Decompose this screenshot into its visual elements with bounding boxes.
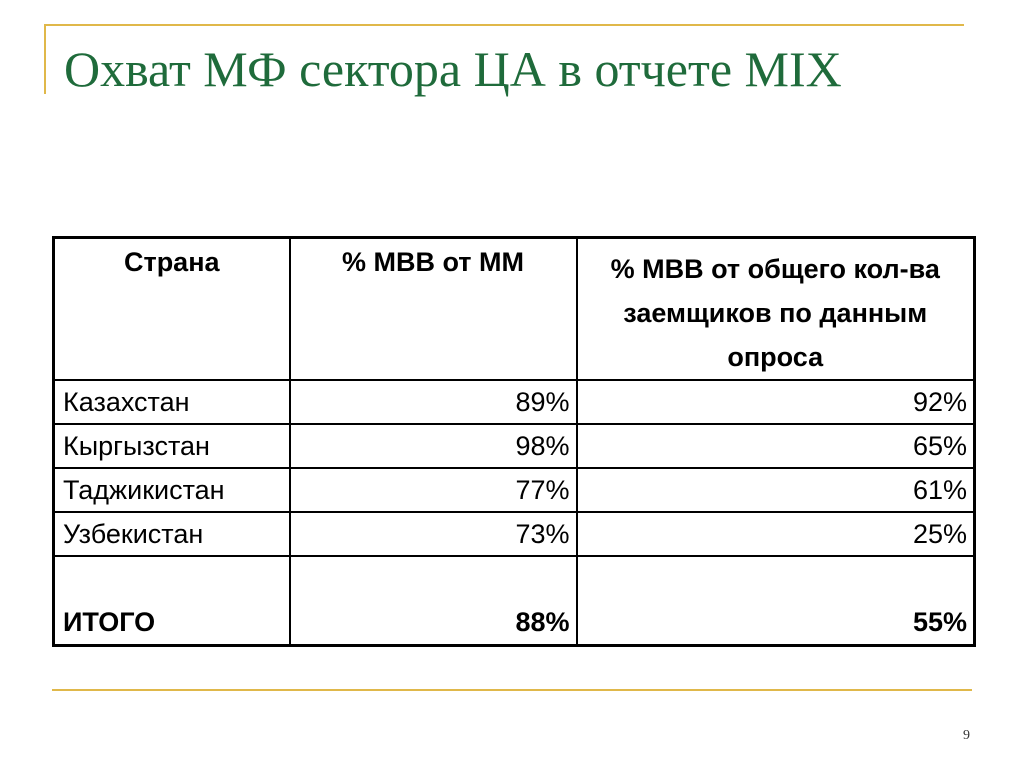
- footer-rule: [52, 689, 972, 691]
- coverage-table: [52, 236, 976, 647]
- table-row: [54, 380, 975, 424]
- cell-pct-survey: 25%: [577, 512, 975, 556]
- header-country: Страна: [54, 238, 290, 381]
- title-top-rule: [44, 24, 964, 26]
- table-header-row: [54, 238, 975, 381]
- cell-country: Таджикистан: [54, 468, 290, 512]
- slide-title: Охват МФ сектора ЦА в отчете MIX: [64, 41, 842, 97]
- cell-pct-mm: 89%: [290, 380, 577, 424]
- cell-country: Кыргызстан: [54, 424, 290, 468]
- header-pct-mm: % МВВ от ММ: [290, 238, 577, 381]
- header-pct-survey-text: % МВВ от общего кол-ва заемщиков по данным опроса: [610, 254, 940, 372]
- page-number: 9: [963, 728, 970, 743]
- cell-country: Казахстан: [54, 380, 290, 424]
- cell-pct-survey: 61%: [577, 468, 975, 512]
- table-total-row: [54, 556, 975, 645]
- cell-total-pct-survey: 55%: [577, 556, 975, 645]
- cell-country: Узбекистан: [54, 512, 290, 556]
- table-row: [54, 424, 975, 468]
- cell-pct-mm: 77%: [290, 468, 577, 512]
- table-row: [54, 468, 975, 512]
- header-pct-survey: [577, 238, 975, 381]
- table-row: [54, 512, 975, 556]
- cell-total-label: ИТОГО: [54, 556, 290, 645]
- cell-pct-survey: 65%: [577, 424, 975, 468]
- cell-pct-survey: 92%: [577, 380, 975, 424]
- title-left-rule: [44, 24, 46, 94]
- cell-pct-mm: 73%: [290, 512, 577, 556]
- cell-pct-mm: 98%: [290, 424, 577, 468]
- cell-total-pct-mm: 88%: [290, 556, 577, 645]
